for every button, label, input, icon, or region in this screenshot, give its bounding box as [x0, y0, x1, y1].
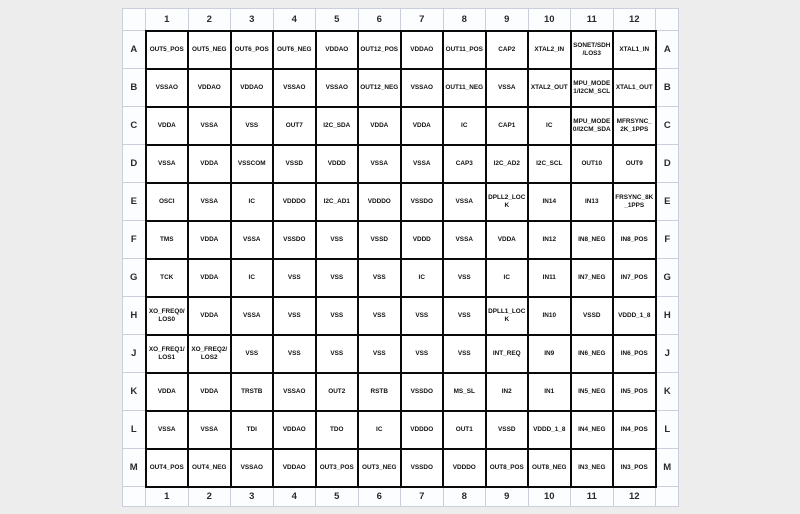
header-row-bottom — [123, 487, 679, 507]
pin-cell-D12: OUT9 — [613, 145, 656, 183]
col-header-top-8: 8 — [443, 9, 486, 31]
pin-cell-L10: VDDD_1_8 — [528, 411, 571, 449]
row-label-right-D: D — [656, 145, 679, 183]
row-label-left-M: M — [123, 449, 146, 487]
pin-row-E — [123, 183, 679, 221]
pin-cell-L12: IN4_POS — [613, 411, 656, 449]
pin-cell-E4: VDDDO — [273, 183, 316, 221]
pin-cell-D5: VDDD — [316, 145, 359, 183]
pin-cell-L7: VDDDO — [401, 411, 444, 449]
pin-cell-K8: MS_SL — [443, 373, 486, 411]
pin-cell-F1: TMS — [146, 221, 189, 259]
pin-cell-F9: VDDA — [486, 221, 529, 259]
pin-cell-F8: VSSA — [443, 221, 486, 259]
pin-cell-L6: IC — [358, 411, 401, 449]
pin-cell-A6: OUT12_POS — [358, 31, 401, 69]
pin-row-D — [123, 145, 679, 183]
pin-cell-K3: TRSTB — [231, 373, 274, 411]
row-label-right-B: B — [656, 69, 679, 107]
pin-cell-J12: IN6_POS — [613, 335, 656, 373]
pin-cell-J2: XO_FREQ2/LOS2 — [188, 335, 231, 373]
pin-cell-D2: VDDA — [188, 145, 231, 183]
pin-cell-E3: IC — [231, 183, 274, 221]
pin-cell-K5: OUT2 — [316, 373, 359, 411]
pin-cell-A4: OUT6_NEG — [273, 31, 316, 69]
pin-cell-A3: OUT6_POS — [231, 31, 274, 69]
pin-cell-H10: IN10 — [528, 297, 571, 335]
pin-cell-C2: VSSA — [188, 107, 231, 145]
row-label-left-G: G — [123, 259, 146, 297]
pin-cell-E8: VSSA — [443, 183, 486, 221]
pin-cell-L4: VDDAO — [273, 411, 316, 449]
row-label-left-J: J — [123, 335, 146, 373]
pin-cell-J8: VSS — [443, 335, 486, 373]
pin-cell-G11: IN7_NEG — [571, 259, 614, 297]
row-label-right-M: M — [656, 449, 679, 487]
row-label-right-H: H — [656, 297, 679, 335]
pin-cell-J6: VSS — [358, 335, 401, 373]
pin-cell-G9: IC — [486, 259, 529, 297]
pin-cell-G3: IC — [231, 259, 274, 297]
col-header-bottom-10: 10 — [528, 487, 571, 507]
pin-cell-J10: IN9 — [528, 335, 571, 373]
pin-row-B — [123, 69, 679, 107]
row-label-right-G: G — [656, 259, 679, 297]
pin-cell-A7: VDDAO — [401, 31, 444, 69]
pinout-body — [123, 9, 679, 507]
pin-cell-D8: CAP3 — [443, 145, 486, 183]
pin-cell-H7: VSS — [401, 297, 444, 335]
pin-cell-B2: VDDAO — [188, 69, 231, 107]
pin-cell-C5: I2C_SDA — [316, 107, 359, 145]
pin-cell-G4: VSS — [273, 259, 316, 297]
col-header-top-5: 5 — [316, 9, 359, 31]
bga-pinout-table — [122, 8, 679, 507]
pin-cell-K11: IN5_NEG — [571, 373, 614, 411]
col-header-bottom-3: 3 — [231, 487, 274, 507]
pinout-sheet — [122, 8, 679, 507]
col-header-top-6: 6 — [358, 9, 401, 31]
pin-cell-K10: IN1 — [528, 373, 571, 411]
pin-cell-G7: IC — [401, 259, 444, 297]
pin-cell-C10: IC — [528, 107, 571, 145]
pin-row-C — [123, 107, 679, 145]
pin-cell-B1: VSSAO — [146, 69, 189, 107]
pin-row-A — [123, 31, 679, 69]
pin-cell-M8: VDDDO — [443, 449, 486, 487]
row-label-left-C: C — [123, 107, 146, 145]
pin-cell-H4: VSS — [273, 297, 316, 335]
pin-cell-F12: IN8_POS — [613, 221, 656, 259]
pin-cell-E1: OSCI — [146, 183, 189, 221]
pin-cell-E7: VSSDO — [401, 183, 444, 221]
pin-cell-M2: OUT4_NEG — [188, 449, 231, 487]
col-header-top-2: 2 — [188, 9, 231, 31]
pin-row-M — [123, 449, 679, 487]
col-header-bottom-11: 11 — [571, 487, 614, 507]
pin-cell-K9: IN2 — [486, 373, 529, 411]
pin-cell-F2: VDDA — [188, 221, 231, 259]
pin-cell-M4: VDDAO — [273, 449, 316, 487]
pin-cell-M9: OUT8_POS — [486, 449, 529, 487]
pin-cell-M3: VSSAO — [231, 449, 274, 487]
pin-cell-H3: VSSA — [231, 297, 274, 335]
pin-cell-F4: VSSDO — [273, 221, 316, 259]
pin-cell-J5: VSS — [316, 335, 359, 373]
pin-cell-E9: DPLL2_LOCK — [486, 183, 529, 221]
pin-cell-H9: DPLL1_LOCK — [486, 297, 529, 335]
pin-cell-J4: VSS — [273, 335, 316, 373]
corner-cell-top-left — [123, 9, 146, 31]
col-header-top-9: 9 — [486, 9, 529, 31]
pin-cell-C3: VSS — [231, 107, 274, 145]
col-header-bottom-12: 12 — [613, 487, 656, 507]
pin-cell-A9: CAP2 — [486, 31, 529, 69]
row-label-right-K: K — [656, 373, 679, 411]
col-header-bottom-7: 7 — [401, 487, 444, 507]
pin-cell-K7: VSSDO — [401, 373, 444, 411]
row-label-left-L: L — [123, 411, 146, 449]
pin-cell-G5: VSS — [316, 259, 359, 297]
pin-cell-C9: CAP1 — [486, 107, 529, 145]
pin-cell-B10: XTAL2_OUT — [528, 69, 571, 107]
pin-cell-L2: VSSA — [188, 411, 231, 449]
pin-cell-E2: VSSA — [188, 183, 231, 221]
col-header-bottom-8: 8 — [443, 487, 486, 507]
pin-cell-D11: OUT10 — [571, 145, 614, 183]
row-label-right-E: E — [656, 183, 679, 221]
pin-cell-E12: FRSYNC_8K_1PPS — [613, 183, 656, 221]
pin-cell-J1: XO_FREQ1/LOS1 — [146, 335, 189, 373]
pin-cell-H11: VSSD — [571, 297, 614, 335]
col-header-bottom-4: 4 — [273, 487, 316, 507]
pin-cell-D6: VSSA — [358, 145, 401, 183]
pin-cell-F5: VSS — [316, 221, 359, 259]
pin-cell-B11: MPU_MODE1/I2CM_SCL — [571, 69, 614, 107]
col-header-top-12: 12 — [613, 9, 656, 31]
pin-cell-A5: VDDAO — [316, 31, 359, 69]
pin-cell-A12: XTAL1_IN — [613, 31, 656, 69]
pin-cell-B7: VSSAO — [401, 69, 444, 107]
pin-cell-L9: VSSD — [486, 411, 529, 449]
pin-row-H — [123, 297, 679, 335]
pin-cell-G2: VDDA — [188, 259, 231, 297]
pin-cell-D3: VSSCOM — [231, 145, 274, 183]
pin-row-K — [123, 373, 679, 411]
pin-cell-L3: TDI — [231, 411, 274, 449]
row-label-left-A: A — [123, 31, 146, 69]
pin-cell-A8: OUT11_POS — [443, 31, 486, 69]
pin-cell-K12: IN5_POS — [613, 373, 656, 411]
pin-cell-M12: IN3_POS — [613, 449, 656, 487]
pin-cell-M10: OUT8_NEG — [528, 449, 571, 487]
col-header-bottom-6: 6 — [358, 487, 401, 507]
row-label-left-F: F — [123, 221, 146, 259]
pin-cell-G10: IN11 — [528, 259, 571, 297]
pin-cell-F3: VSSA — [231, 221, 274, 259]
pin-cell-D4: VSSD — [273, 145, 316, 183]
pin-cell-D7: VSSA — [401, 145, 444, 183]
pin-cell-M5: OUT3_POS — [316, 449, 359, 487]
pin-cell-K6: RSTB — [358, 373, 401, 411]
header-row-top — [123, 9, 679, 31]
corner-cell-bottom-left — [123, 487, 146, 507]
row-label-left-D: D — [123, 145, 146, 183]
pin-cell-A2: OUT5_NEG — [188, 31, 231, 69]
pin-row-F — [123, 221, 679, 259]
col-header-bottom-1: 1 — [146, 487, 189, 507]
pin-cell-H12: VDDD_1_8 — [613, 297, 656, 335]
row-label-right-C: C — [656, 107, 679, 145]
pin-cell-A1: OUT5_POS — [146, 31, 189, 69]
row-label-left-B: B — [123, 69, 146, 107]
pin-cell-L8: OUT1 — [443, 411, 486, 449]
pin-cell-B8: OUT11_NEG — [443, 69, 486, 107]
pin-cell-H6: VSS — [358, 297, 401, 335]
pin-cell-F11: IN8_NEG — [571, 221, 614, 259]
corner-cell-bottom-right — [656, 487, 679, 507]
row-label-left-K: K — [123, 373, 146, 411]
pin-cell-G6: VSS — [358, 259, 401, 297]
pin-cell-E5: I2C_AD1 — [316, 183, 359, 221]
pin-cell-C12: MFRSYNC_2K_1PPS — [613, 107, 656, 145]
pin-cell-B12: XTAL1_OUT — [613, 69, 656, 107]
pin-cell-M11: IN3_NEG — [571, 449, 614, 487]
row-label-right-A: A — [656, 31, 679, 69]
col-header-top-3: 3 — [231, 9, 274, 31]
corner-cell-top-right — [656, 9, 679, 31]
pin-row-G — [123, 259, 679, 297]
pin-cell-J3: VSS — [231, 335, 274, 373]
pin-cell-C11: MPU_MODE0/I2CM_SDA — [571, 107, 614, 145]
col-header-bottom-2: 2 — [188, 487, 231, 507]
pin-cell-G8: VSS — [443, 259, 486, 297]
pin-cell-D10: I2C_SCL — [528, 145, 571, 183]
row-label-right-L: L — [656, 411, 679, 449]
pin-cell-K4: VSSAO — [273, 373, 316, 411]
col-header-bottom-9: 9 — [486, 487, 529, 507]
pin-row-J — [123, 335, 679, 373]
row-label-left-H: H — [123, 297, 146, 335]
pin-cell-K2: VDDA — [188, 373, 231, 411]
pin-cell-L11: IN4_NEG — [571, 411, 614, 449]
pin-cell-B5: VSSAO — [316, 69, 359, 107]
pin-cell-H5: VSS — [316, 297, 359, 335]
pin-cell-C1: VDDA — [146, 107, 189, 145]
pin-cell-C7: VDDA — [401, 107, 444, 145]
pin-cell-H2: VDDA — [188, 297, 231, 335]
pin-cell-A10: XTAL2_IN — [528, 31, 571, 69]
col-header-top-10: 10 — [528, 9, 571, 31]
row-label-left-E: E — [123, 183, 146, 221]
pin-cell-E6: VDDDO — [358, 183, 401, 221]
pin-cell-E10: IN14 — [528, 183, 571, 221]
pin-row-L — [123, 411, 679, 449]
pin-cell-H8: VSS — [443, 297, 486, 335]
row-label-right-J: J — [656, 335, 679, 373]
pin-cell-J11: IN6_NEG — [571, 335, 614, 373]
pin-cell-B3: VDDAO — [231, 69, 274, 107]
pin-cell-L1: VSSA — [146, 411, 189, 449]
pin-cell-B9: VSSA — [486, 69, 529, 107]
pin-cell-G1: TCK — [146, 259, 189, 297]
pin-cell-D9: I2C_AD2 — [486, 145, 529, 183]
row-label-right-F: F — [656, 221, 679, 259]
pin-cell-B4: VSSAO — [273, 69, 316, 107]
col-header-top-4: 4 — [273, 9, 316, 31]
pin-cell-G12: IN7_POS — [613, 259, 656, 297]
pin-cell-L5: TDO — [316, 411, 359, 449]
pin-cell-H1: XO_FREQ0/LOS0 — [146, 297, 189, 335]
pin-cell-C8: IC — [443, 107, 486, 145]
pin-cell-M7: VSSDO — [401, 449, 444, 487]
pin-cell-D1: VSSA — [146, 145, 189, 183]
pin-cell-C4: OUT7 — [273, 107, 316, 145]
col-header-top-7: 7 — [401, 9, 444, 31]
pin-cell-M1: OUT4_POS — [146, 449, 189, 487]
pin-cell-B6: OUT12_NEG — [358, 69, 401, 107]
pin-cell-C6: VDDA — [358, 107, 401, 145]
col-header-bottom-5: 5 — [316, 487, 359, 507]
col-header-top-11: 11 — [571, 9, 614, 31]
pin-cell-M6: OUT3_NEG — [358, 449, 401, 487]
pin-cell-K1: VDDA — [146, 373, 189, 411]
pin-cell-F7: VDDD — [401, 221, 444, 259]
pin-cell-F6: VSSD — [358, 221, 401, 259]
col-header-top-1: 1 — [146, 9, 189, 31]
pin-cell-A11: SONET/SDH/LOS3 — [571, 31, 614, 69]
pin-cell-J9: INT_REQ — [486, 335, 529, 373]
pin-cell-J7: VSS — [401, 335, 444, 373]
pin-cell-E11: IN13 — [571, 183, 614, 221]
pin-cell-F10: IN12 — [528, 221, 571, 259]
